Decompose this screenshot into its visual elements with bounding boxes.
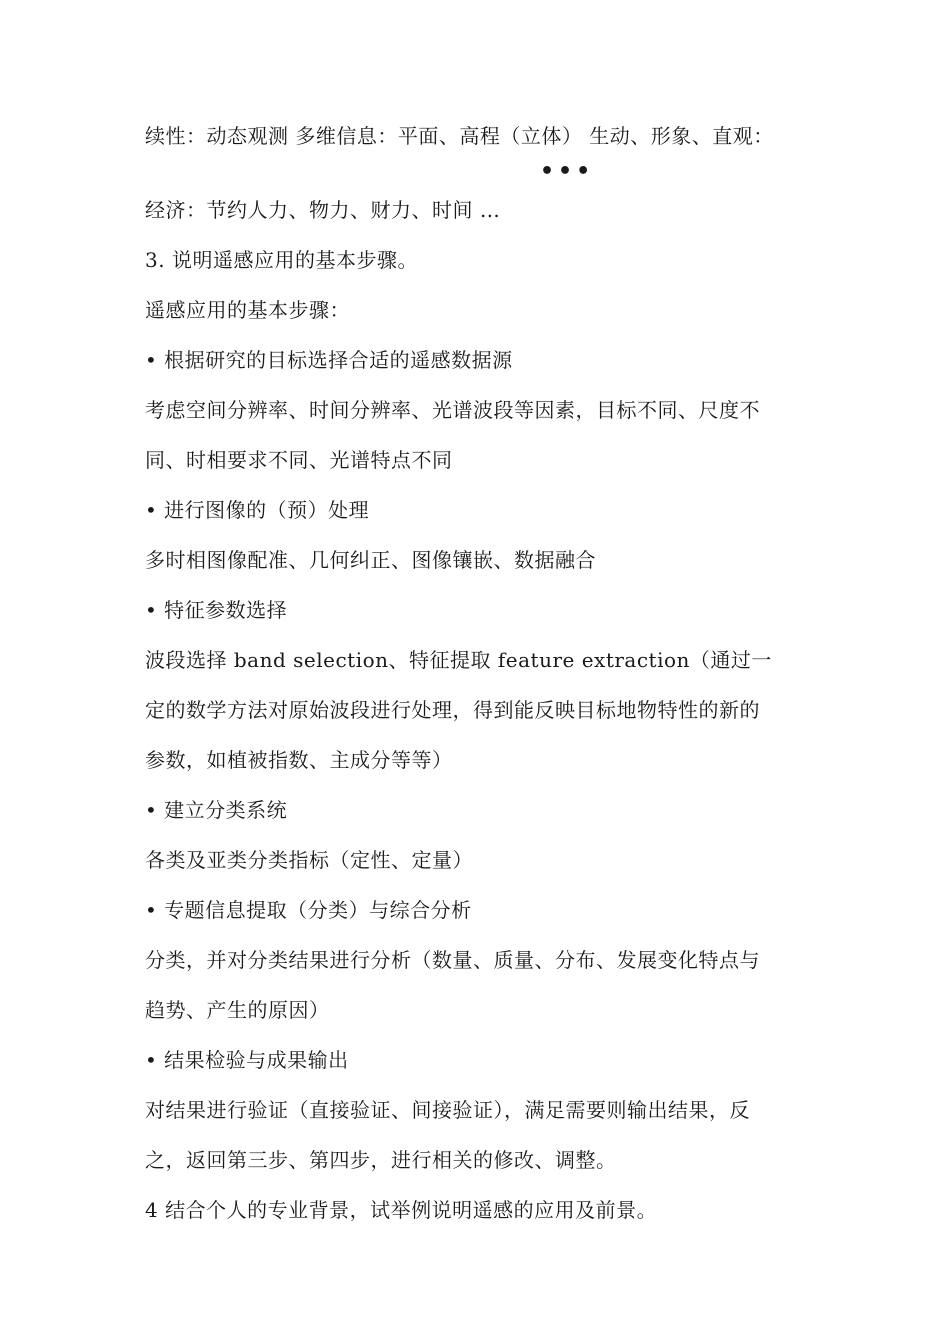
bullet-preprocessing: • 进行图像的（预）处理 [145,498,370,522]
text-line-economy: 经济：节约人力、物力、财力、时间 … [145,198,501,222]
bullet-feature-selection: • 特征参数选择 [145,598,288,622]
steps-intro: 遥感应用的基本步骤： [145,298,350,322]
bullet-result-verification: • 结果检验与成果输出 [145,1048,349,1072]
text-line-band-selection-cont: 定的数学方法对原始波段进行处理，得到能反映目标地物特性的新的 [145,698,760,722]
ellipsis-dots: ••• [540,159,595,184]
bullet-thematic-extraction: • 专题信息提取（分类）与综合分析 [145,898,472,922]
text-line-resolution: 考虑空间分辨率、时间分辨率、光谱波段等因素，目标不同、尺度不 [145,398,760,422]
text-line-verification-cont: 之，返回第三步、第四步，进行相关的修改、调整。 [145,1148,617,1172]
text-line-resolution-cont: 同、时相要求不同、光谱特点不同 [145,448,453,472]
text-line-band-selection: 波段选择 band selection、特征提取 feature extraction（通过一 [145,648,772,672]
text-line-classification-indicators: 各类及亚类分类指标（定性、定量） [145,848,473,872]
bullet-classification-system: • 建立分类系统 [145,798,288,822]
bullet-select-data-source: • 根据研究的目标选择合适的遥感数据源 [145,348,513,372]
question-3-heading: 3. 说明遥感应用的基本步骤。 [145,248,418,272]
text-line-classification-analysis: 分类，并对分类结果进行分析（数量、质量、分布、发展变化特点与 [145,948,760,972]
text-line-verification: 对结果进行验证（直接验证、间接验证），满足需要则输出结果，反 [145,1098,750,1122]
text-line-preprocessing: 多时相图像配准、几何纠正、图像镶嵌、数据融合 [145,548,596,572]
text-line-band-selection-end: 参数，如植被指数、主成分等等） [145,748,453,772]
text-line-continuity: 续性：动态观测 多维信息：平面、高程（立体） 生动、形象、直观： [145,124,774,148]
text-line-classification-analysis-cont: 趋势、产生的原因） [145,998,330,1022]
question-4-heading: 4 结合个人的专业背景，试举例说明遥感的应用及前景。 [145,1198,658,1222]
